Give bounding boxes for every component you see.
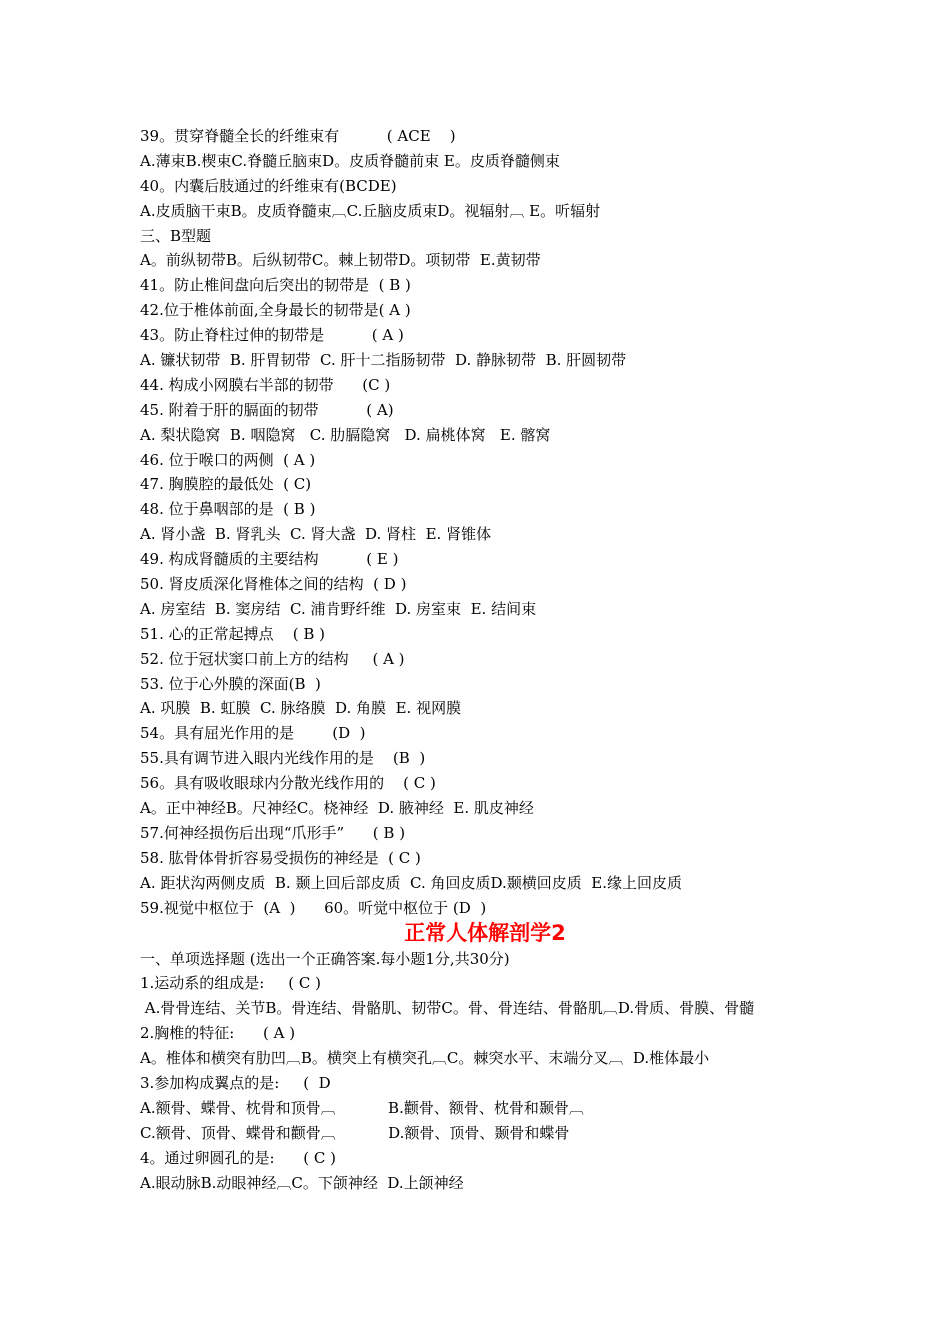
text-line: 47. 胸膜腔的最低处 ( C) xyxy=(140,475,312,494)
text-line: 57.何神经损伤后出现“爪形手” ( B ) xyxy=(140,823,406,842)
text-line: A. 梨状隐窝 B. 咽隐窝 C. 肋膈隐窝 D. 扁桃体窝 E. 髂窝 xyxy=(140,425,551,444)
text-line: A.额骨、蝶骨、枕骨和顶骨︹ B.颧骨、额骨、枕骨和颞骨︹ xyxy=(140,1098,584,1117)
text-line: A。椎体和横突有肋凹︹B。横突上有横突孔︹C。棘突水平、末端分叉︹ D.椎体最小 xyxy=(140,1049,710,1068)
question-block-part2 xyxy=(140,947,830,1196)
text-line: 43。防止脊柱过伸的韧带是 ( A ) xyxy=(140,326,404,345)
text-line: A。正中神经B。尺神经C。桡神经 D. 腋神经 E. 肌皮神经 xyxy=(140,799,534,818)
text-line: A.皮质脑干束B。皮质脊髓束︹C.丘脑皮质束D。视辐射︹ E。听辐射 xyxy=(140,201,601,220)
text-line: A. 肾小盏 B. 肾乳头 C. 肾大盏 D. 肾柱 E. 肾锥体 xyxy=(140,525,492,544)
text-line: 55.具有调节进入眼内光线作用的是 (B ) xyxy=(140,749,426,768)
text-line: 41。防止椎间盘向后突出的韧带是 ( B ) xyxy=(140,276,411,295)
question-block-part1 xyxy=(140,124,830,921)
text-line: 50. 肾皮质深化肾椎体之间的结构 ( D ) xyxy=(140,575,407,594)
text-line: 44. 构成小网膜右半部的韧带 (C ) xyxy=(140,375,391,394)
text-line: A. 镰状韧带 B. 肝胃韧带 C. 肝十二指肠韧带 D. 静脉韧带 B. 肝圆韧带 xyxy=(140,351,627,370)
text-line: 45. 附着于肝的膈面的韧带 ( A) xyxy=(140,400,394,419)
text-line: A. 距状沟两侧皮质 B. 颞上回后部皮质 C. 角回皮质D.颞横回皮质 E.缘上回皮质 xyxy=(140,873,682,892)
text-line: 46. 位于喉口的两侧 ( A ) xyxy=(140,450,316,469)
text-line: 56。具有吸收眼球内分散光线作用的 ( C ) xyxy=(140,774,436,793)
text-line: A.薄束B.楔束C.脊髓丘脑束D。皮质脊髓前束 E。皮质脊髓侧束 xyxy=(140,151,560,170)
text-line: A. 巩膜 B. 虹膜 C. 脉络膜 D. 角膜 E. 视网膜 xyxy=(140,699,462,718)
text-line: A。前纵韧带B。后纵韧带C。棘上韧带D。项韧带 E.黄韧带 xyxy=(140,251,541,270)
text-line: A.骨骨连结、关节B。骨连结、骨骼肌、韧带C。骨、骨连结、骨骼肌︹D.骨质、骨膜、骨髓 xyxy=(140,999,755,1018)
text-line: 2.胸椎的特征: ( A ) xyxy=(140,1024,296,1043)
text-line: 1.运动系的组成是: ( C ) xyxy=(140,974,321,993)
text-line: 一、单项选择题 (选出一个正确答案.每小题1分,共30分) xyxy=(140,949,510,968)
document-body xyxy=(140,124,830,1195)
text-line: 52. 位于冠状窦口前上方的结构 ( A ) xyxy=(140,649,405,668)
text-line: 40。内囊后肢通过的纤维束有(BCDE) xyxy=(140,176,397,195)
text-line: 48. 位于鼻咽部的是 ( B ) xyxy=(140,500,316,519)
text-line: 54。具有屈光作用的是 (D ) xyxy=(140,724,366,743)
text-line: 51. 心的正常起搏点 ( B ) xyxy=(140,624,325,643)
text-line: 4。通过卵圆孔的是: ( C ) xyxy=(140,1148,336,1167)
text-line: 58. 肱骨体骨折容易受损伤的神经是 ( C ) xyxy=(140,848,421,867)
text-line: 3.参加构成翼点的是: ( D xyxy=(140,1073,331,1092)
section-title: 正常人体解剖学2 xyxy=(404,920,566,945)
text-line: 49. 构成肾髓质的主要结构 ( E ) xyxy=(140,550,399,569)
text-line: A.眼动脉B.动眼神经︹C。下颌神经 D.上颌神经 xyxy=(140,1173,464,1192)
text-line: C.额骨、顶骨、蝶骨和颧骨︹ D.额骨、顶骨、颞骨和蝶骨 xyxy=(140,1123,570,1142)
text-line: 39。贯穿脊髓全长的纤维束有 ( ACE ) xyxy=(140,127,456,145)
text-line: A. 房室结 B. 窦房结 C. 浦肯野纤维 D. 房室束 E. 结间束 xyxy=(140,599,537,618)
text-line: 53. 位于心外膜的深面(B ) xyxy=(140,674,321,693)
text-line: 59.视觉中枢位于 (A ) 60。听觉中枢位于 (D ) xyxy=(140,898,487,917)
text-line: 42.位于椎体前面,全身最长的韧带是( A ) xyxy=(140,301,411,320)
text-line: 三、B型题 xyxy=(140,226,212,245)
